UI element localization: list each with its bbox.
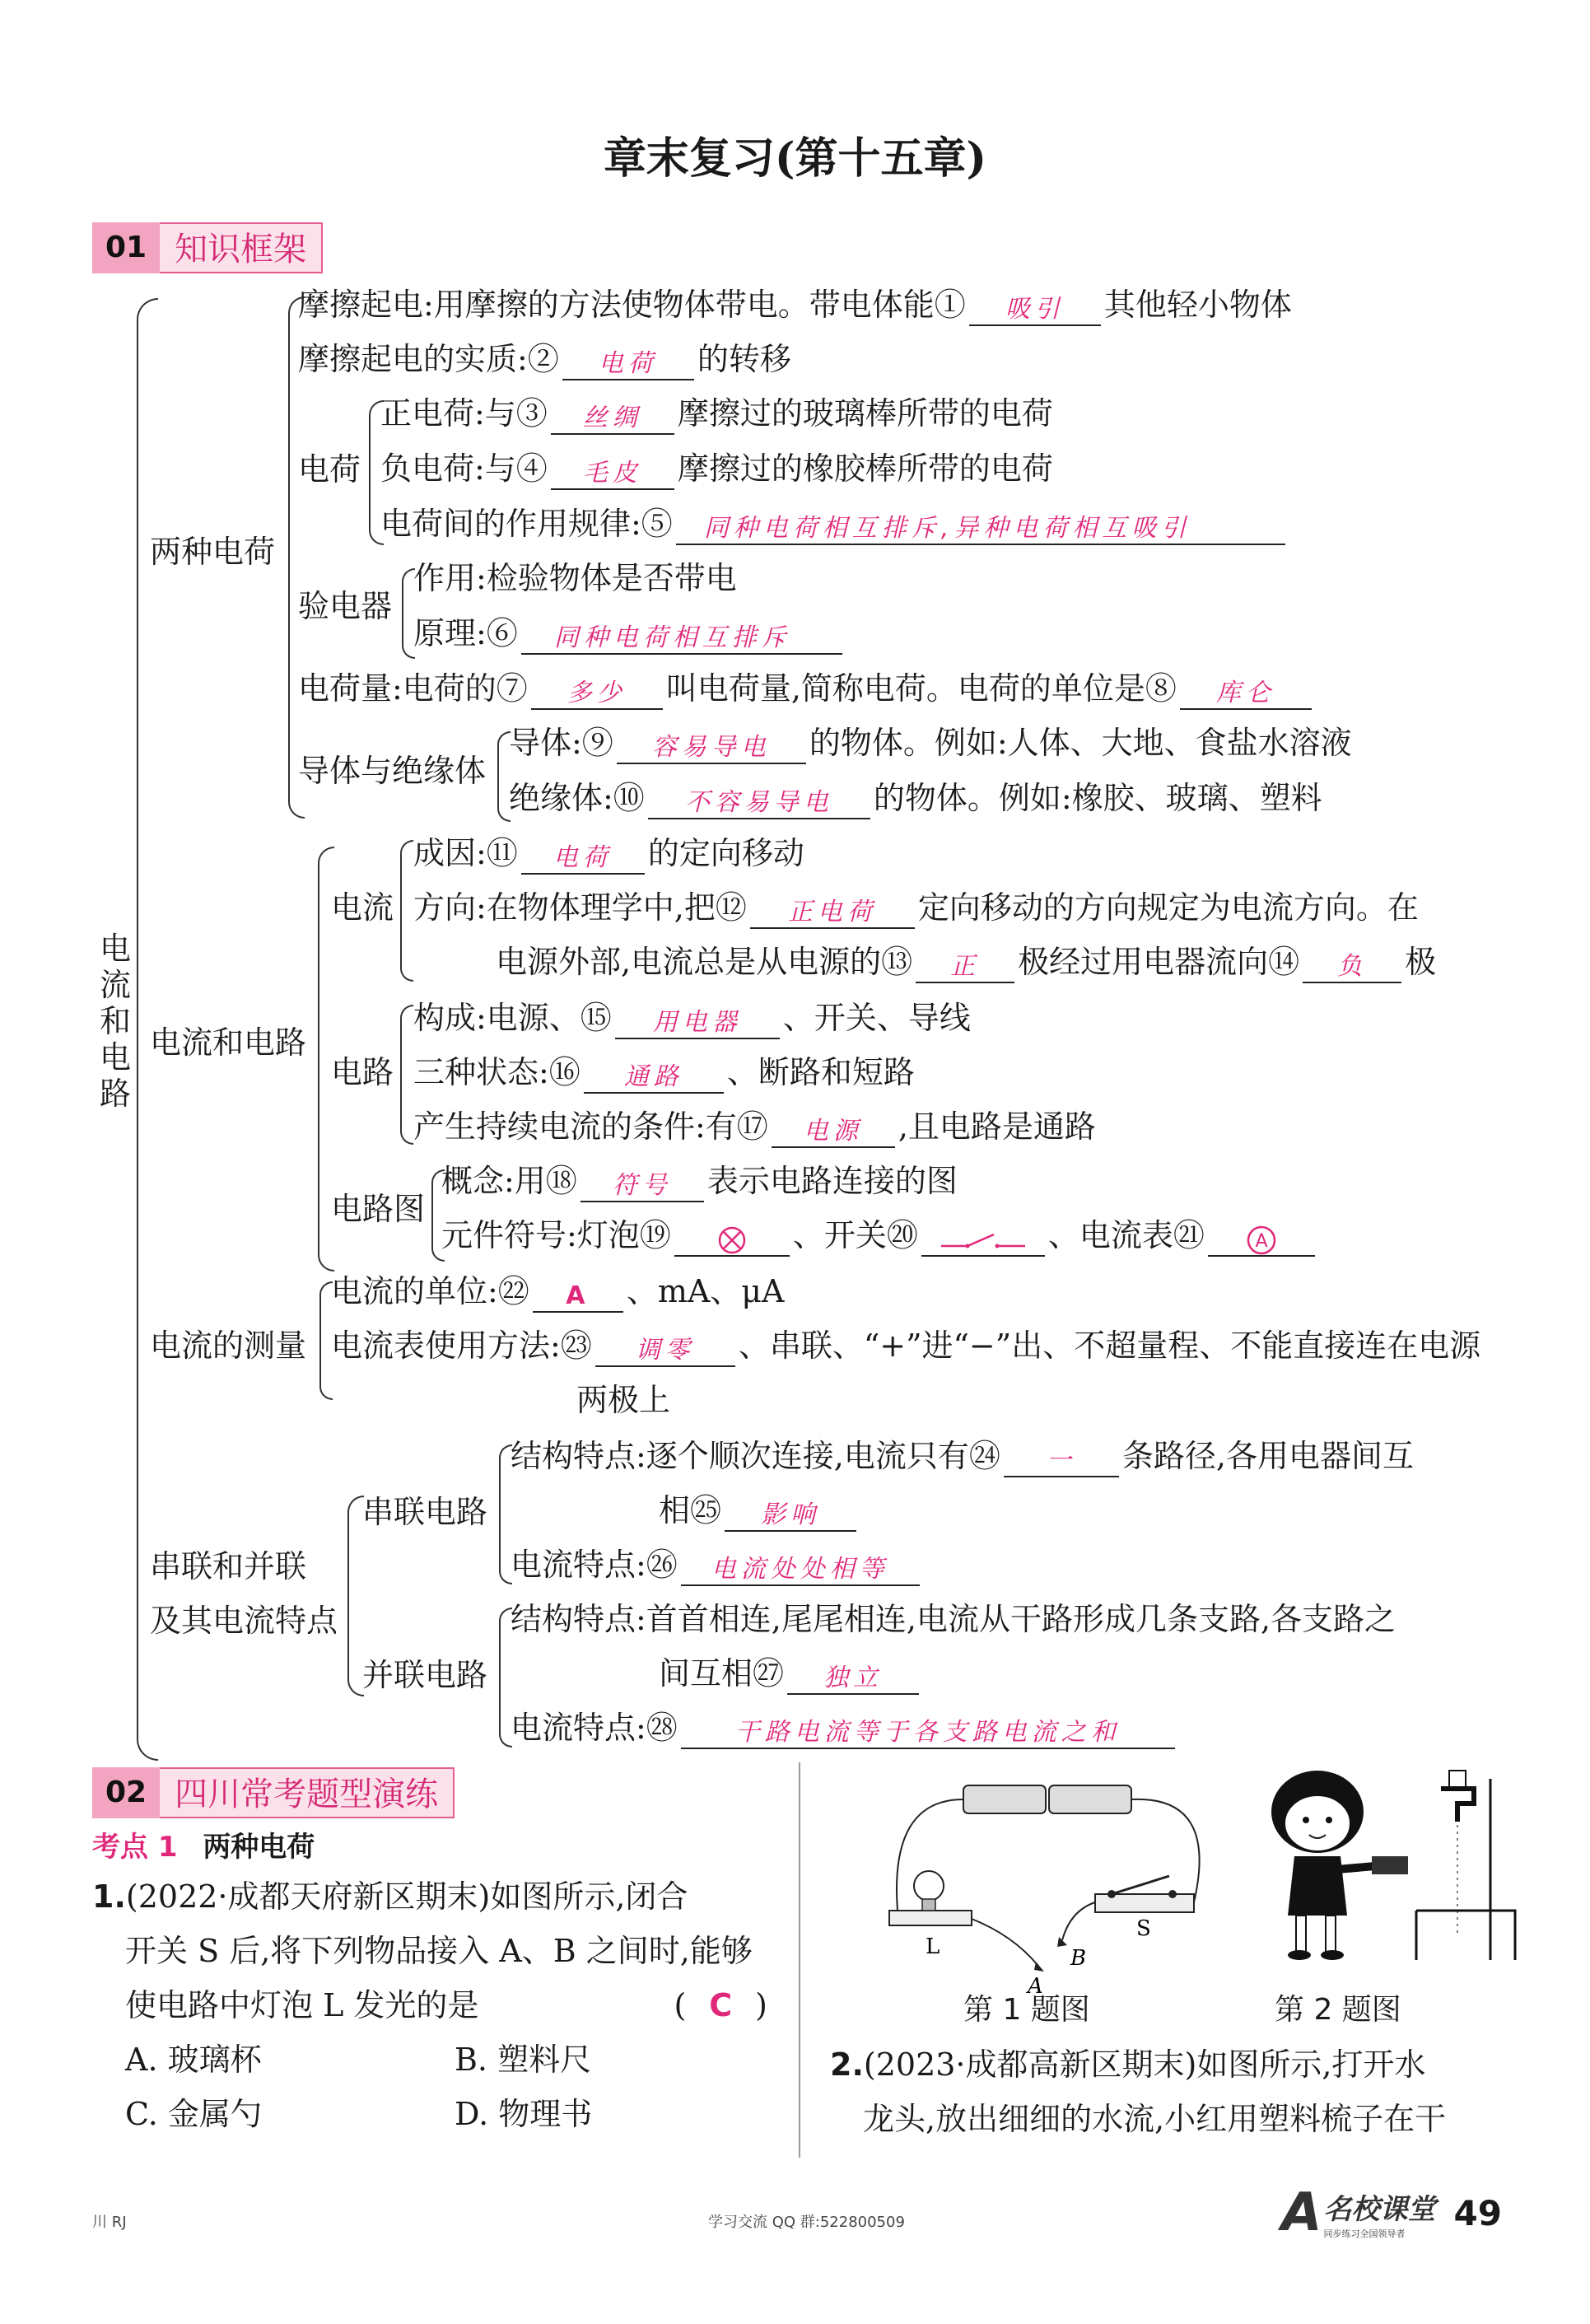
line-charge-quantity: 电荷量:电荷的⑦ 多少 叫电荷量,简称电荷。电荷的单位是⑧ 库仑 <box>298 667 1315 710</box>
line-current-unit: 电流的单位:㉒ A 、mA、μA <box>331 1270 784 1313</box>
line-friction-electrification: 摩擦起电:用摩擦的方法使物体带电。带电体能① 吸引 其他轻小物体 <box>298 283 1292 326</box>
section-label: 知识框架 <box>160 222 323 273</box>
page-title: 章末复习(第十五章) <box>603 133 987 184</box>
answer-13: 正 <box>950 952 981 981</box>
line-electroscope-function: 作用:检验物体是否带电 <box>413 560 737 596</box>
line-circuit-composition: 构成:电源、⑮ 用电器 、开关、导线 <box>413 996 971 1039</box>
section-tag-practice <box>92 1767 455 1818</box>
exam-point <box>92 1827 315 1868</box>
figure-1-label-B: B <box>1070 1946 1087 1971</box>
line-series-structure: 结构特点:逐个顺次连接,电流只有㉔ 一 条路径,各用电器间互 <box>511 1435 1414 1477</box>
figure-1-label-A: A <box>1028 1974 1043 1999</box>
footer-edition: 川 RJ <box>92 2214 127 2231</box>
brand-subtitle: 同步练习全国领导者 <box>1323 2228 1406 2239</box>
footer-qq-group: 学习交流 QQ 群:522800509 <box>708 2214 905 2231</box>
question-1-line-1: 1.(2022·成都天府新区期末)如图所示,闭合 <box>92 1878 688 1915</box>
line-series-structure-cont: 相㉕ 影响 <box>659 1489 860 1532</box>
figure-1-label-S: S <box>1136 1916 1151 1941</box>
choice-c[interactable]: C. 金属勺 <box>125 2096 262 2132</box>
brace-circuit <box>400 1005 413 1145</box>
answer-11: 电荷 <box>553 843 613 872</box>
answer-8: 库仑 <box>1215 679 1275 707</box>
line-electroscope-principle: 原理:⑥ 同种电荷相互排斥 <box>413 612 846 655</box>
line-charge-law: 电荷间的作用规律:⑤ 同种电荷相互排斥,异种电荷相互吸引 <box>380 502 1289 545</box>
answer-23: 调零 <box>635 1336 695 1365</box>
footer-brand <box>1281 2182 1502 2243</box>
brand-logo-icon: A <box>1281 2182 1322 2243</box>
group-label-current-circuit: 电流和电路 <box>150 1024 307 1061</box>
answer-15: 用电器 <box>652 1008 742 1037</box>
question-1-answer: ( C ) <box>674 1987 767 2023</box>
answer-2: 电荷 <box>598 349 658 378</box>
answer-3: 丝绸 <box>582 404 642 432</box>
question-2-line-1: 2.(2023·成都高新区期末)如图所示,打开水 <box>830 2046 1426 2083</box>
root-label: 电流和电路 <box>99 931 131 1112</box>
figure-2-illustration <box>1252 1754 1523 1976</box>
question-1-line-3: 使电路中灯泡 L 发光的是 ( C ) <box>125 1978 767 2032</box>
answer-12: 正电荷 <box>787 898 877 926</box>
question-1-line-2: 开关 S 后,将下列物品接入 A、B 之间时,能够 <box>125 1933 753 1969</box>
choice-a[interactable]: A. 玻璃杯 <box>125 2042 262 2078</box>
group-label-current-measurement: 电流的测量 <box>150 1328 307 1364</box>
line-component-symbols: 元件符号:灯泡⑲ 、开关⑳ 、电流表㉑ A <box>441 1214 1318 1257</box>
figure-1-label-L: L <box>926 1934 940 1959</box>
answer-17: 电源 <box>803 1117 863 1146</box>
question-2-number: 2. <box>830 2046 864 2083</box>
line-current-cause: 成因:⑪ 电荷 的定向移动 <box>413 832 804 875</box>
brace-series-parallel <box>347 1496 364 1696</box>
line-circuit-states: 三种状态:⑯ 通路 、断路和短路 <box>413 1051 915 1094</box>
choice-b[interactable]: B. 塑料尺 <box>455 2042 592 2078</box>
answer-22: A <box>566 1281 590 1310</box>
label-charge: 电荷 <box>298 451 361 488</box>
group-label-two-charges: 两种电荷 <box>150 534 276 570</box>
page-number: 49 <box>1453 2192 1502 2233</box>
group-label-series-parallel-2: 及其电流特点 <box>150 1603 338 1639</box>
answer-14: 负 <box>1337 952 1368 981</box>
answer-1: 吸引 <box>1005 295 1065 324</box>
answer-5: 同种电荷相互排斥,异种电荷相互吸引 <box>703 514 1191 543</box>
exam-point-name: 两种电荷 <box>203 1831 315 1864</box>
column-divider <box>799 1762 800 2158</box>
line-friction-essence: 摩擦起电的实质:② 电荷 的转移 <box>298 338 791 380</box>
answer-24: 一 <box>1046 1446 1076 1475</box>
answer-4: 毛皮 <box>582 459 642 488</box>
label-conductor-insulator: 导体与绝缘体 <box>298 753 487 789</box>
answer-16: 通路 <box>623 1062 683 1091</box>
answer-9: 容易导电 <box>651 733 771 762</box>
figure-2-caption: 第 2 题图 <box>1275 1993 1401 2027</box>
line-current-direction-cont: 电源外部,电流总是从电源的⑬ 正 极经过用电器流向⑭ 负 极 <box>496 940 1436 983</box>
line-ammeter-usage-cont: 两极上 <box>576 1382 671 1418</box>
question-1-number: 1. <box>92 1878 126 1915</box>
line-positive-charge: 正电荷:与③ 丝绸 摩擦过的玻璃棒所带的电荷 <box>380 392 1053 435</box>
label-circuit: 电路 <box>331 1054 394 1090</box>
group-label-series-parallel-1: 串联和并联 <box>150 1548 307 1584</box>
figure-1-caption: 第 1 题图 <box>963 1993 1090 2027</box>
answer-6: 同种电荷相互排斥 <box>553 623 791 652</box>
line-insulator: 绝缘体:⑩ 不容易导电 的物体。例如:橡胶、玻璃、塑料 <box>509 777 1322 819</box>
label-parallel-circuit: 并联电路 <box>362 1657 488 1693</box>
section-number: 02 <box>92 1767 160 1818</box>
line-ammeter-usage: 电流表使用方法:㉓ 调零 、串联、“+”进“−”出、不超量程、不能直接连在电源 <box>331 1324 1480 1367</box>
brand-name: 名校课堂 <box>1323 2192 1436 2226</box>
line-current-direction: 方向:在物体理学中,把⑫ 正电荷 定向移动的方向规定为电流方向。在 <box>413 886 1419 929</box>
brace-current <box>400 840 413 982</box>
label-circuit-diagram: 电路图 <box>331 1191 426 1227</box>
answer-28: 干路电流等于各支路电流之和 <box>734 1718 1121 1747</box>
section-label: 四川常考题型演练 <box>160 1767 455 1818</box>
line-parallel-current: 电流特点:㉘ 干路电流等于各支路电流之和 <box>511 1706 1178 1749</box>
answer-10: 不容易导电 <box>684 788 833 817</box>
question-2-line-2: 龙头,放出细细的水流,小红用塑料梳子在干 <box>863 2101 1447 2137</box>
line-series-current: 电流特点:㉖ 电流处处相等 <box>511 1543 923 1586</box>
label-series-circuit: 串联电路 <box>362 1494 488 1530</box>
line-parallel-structure-cont: 间互相㉗ 独立 <box>659 1652 922 1695</box>
ammeter-symbol-icon <box>1244 1223 1279 1258</box>
line-conductor: 导体:⑨ 容易导电 的物体。例如:人体、大地、食盐水溶液 <box>509 721 1352 764</box>
section-tag-knowledge <box>92 222 323 273</box>
answer-18: 符号 <box>612 1171 672 1200</box>
choice-d[interactable]: D. 物理书 <box>455 2096 593 2132</box>
bulb-symbol-icon <box>716 1224 748 1257</box>
answer-27: 独立 <box>823 1664 884 1692</box>
label-electroscope: 验电器 <box>298 588 393 624</box>
section-number: 01 <box>92 222 160 273</box>
answer-26: 电流处处相等 <box>711 1555 889 1584</box>
figure-1-circuit <box>873 1771 1235 1999</box>
line-negative-charge: 负电荷:与④ 毛皮 摩擦过的橡胶棒所带的电荷 <box>380 447 1053 490</box>
exam-point-tag: 考点 1 <box>92 1831 178 1864</box>
question-1-answer-value: C <box>709 1987 733 2023</box>
answer-25: 影响 <box>761 1500 821 1529</box>
line-parallel-structure: 结构特点:首首相连,尾尾相连,电流从干路形成几条支路,各支路之 <box>511 1601 1396 1637</box>
switch-symbol-icon <box>938 1228 1028 1253</box>
label-current: 电流 <box>331 889 394 926</box>
ammeter-letter: A <box>1255 1230 1268 1252</box>
answer-7: 多少 <box>567 679 627 707</box>
line-continuous-current: 产生持续电流的条件:有⑰ 电源 ,且电路是通路 <box>413 1105 1096 1148</box>
line-diagram-concept: 概念:用⑱ 符号 表示电路连接的图 <box>441 1160 958 1202</box>
